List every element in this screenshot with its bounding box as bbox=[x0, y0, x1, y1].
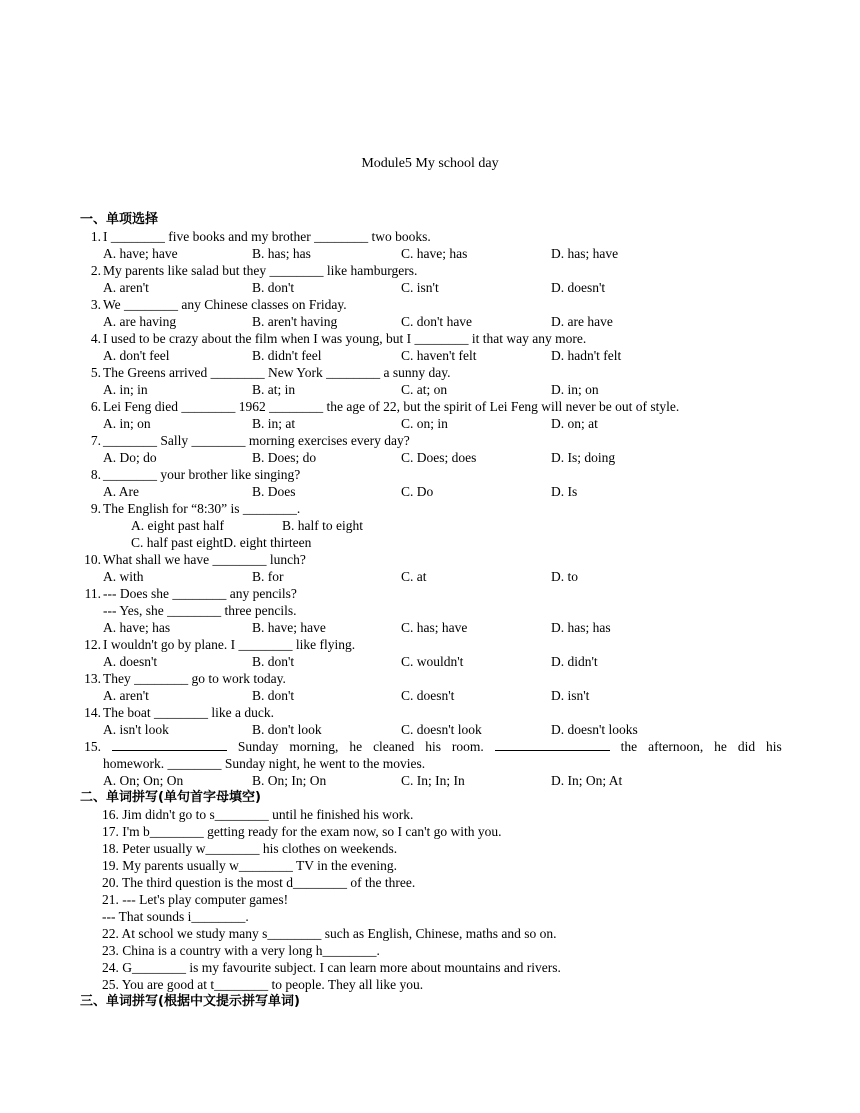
options-row bbox=[80, 245, 782, 262]
option-c: C. have; has bbox=[401, 246, 468, 261]
question-stem bbox=[80, 432, 782, 449]
question-text: ________ Sally ________ morning exercises every day? bbox=[103, 433, 410, 448]
option-c: C. In; In; In bbox=[401, 773, 465, 788]
option-d: D. to bbox=[551, 569, 578, 584]
question-15-options bbox=[80, 772, 782, 789]
question-stem bbox=[80, 262, 782, 279]
multiple-choice-list-b bbox=[80, 551, 782, 738]
option-b: B. didn't feel bbox=[252, 348, 322, 363]
option-c: C. at bbox=[401, 569, 427, 584]
worksheet-content bbox=[80, 211, 782, 1010]
fill-in-item: --- That sounds i________. bbox=[102, 909, 249, 924]
question-stem bbox=[80, 398, 782, 415]
fill-in-item: 22. At school we study many s________ such as English, Chinese, maths and so on. bbox=[102, 926, 557, 941]
question-15-line2: homework. ________ Sunday night, he went to the movies. bbox=[103, 756, 426, 771]
question-text: Lei Feng died ________ 1962 ________ the age of 22, but the spirit of Lei Feng will never be out of style. bbox=[103, 399, 680, 414]
fill-in-item: 20. The third question is the most d________ of the three. bbox=[102, 875, 416, 890]
option-a: A. Are bbox=[103, 484, 139, 499]
option-d: D. isn't bbox=[551, 688, 590, 703]
option-b: B. Does; do bbox=[252, 450, 317, 465]
option-b: B. in; at bbox=[252, 416, 296, 431]
options-row bbox=[80, 449, 782, 466]
option-a: A. aren't bbox=[103, 280, 149, 295]
option-c: C. at; on bbox=[401, 382, 448, 397]
fill-in-item: 16. Jim didn't go to s________ until he finished his work. bbox=[102, 807, 414, 822]
options-row bbox=[80, 415, 782, 432]
question-number: 6. bbox=[90, 399, 101, 414]
word: he bbox=[349, 739, 363, 754]
option-a: A. with bbox=[103, 569, 144, 584]
section-heading-multiple-choice: 一、单项选择 bbox=[80, 212, 159, 227]
option-c: C. Do bbox=[401, 484, 434, 499]
word: his bbox=[766, 739, 782, 754]
options-row bbox=[80, 653, 782, 670]
options-row bbox=[80, 687, 782, 704]
word: the bbox=[620, 739, 638, 754]
question-text: I ________ five books and my brother ________ two books. bbox=[103, 229, 431, 244]
fill-in-item: 25. You are good at t________ to people. They all like you. bbox=[102, 977, 424, 992]
question-number: 7. bbox=[90, 433, 101, 448]
blank bbox=[112, 738, 227, 751]
question-text: They ________ go to work today. bbox=[103, 671, 286, 686]
page-title: Module5 My school day bbox=[361, 156, 499, 171]
word: Sunday bbox=[237, 739, 279, 754]
question-number: 8. bbox=[90, 467, 101, 482]
question-number: 12. bbox=[84, 637, 101, 652]
question-number: 15. bbox=[84, 739, 101, 754]
word: afternoon, bbox=[648, 739, 704, 754]
question-9-options-row1 bbox=[80, 517, 782, 534]
question-number: 11. bbox=[84, 586, 101, 601]
question-text: ________ your brother like singing? bbox=[103, 467, 301, 482]
fill-in-list bbox=[80, 806, 782, 993]
option-a: A. have; has bbox=[103, 620, 171, 635]
question-number: 10. bbox=[84, 552, 101, 567]
option-d: D. are have bbox=[551, 314, 613, 329]
option-d: D. on; at bbox=[551, 416, 598, 431]
question-text: We ________ any Chinese classes on Friday. bbox=[103, 297, 347, 312]
option-d: D. has; has bbox=[551, 620, 611, 635]
question-text: The boat ________ like a duck. bbox=[103, 705, 274, 720]
fill-in-item: 17. I'm b________ getting ready for the exam now, so I can't go with you. bbox=[102, 824, 502, 839]
option-d: D. hadn't felt bbox=[551, 348, 622, 363]
options-row bbox=[80, 568, 782, 585]
option-a: A. have; have bbox=[103, 246, 178, 261]
option-d: D. Is bbox=[551, 484, 578, 499]
question-stem bbox=[80, 364, 782, 381]
question-text: I used to be crazy about the film when I was young, but I ________ it that way any more. bbox=[103, 331, 587, 346]
option-a: A. in; on bbox=[103, 416, 151, 431]
option-d: D. didn't bbox=[551, 654, 598, 669]
option-d: D. Is; doing bbox=[551, 450, 616, 465]
option-b: B. at; in bbox=[252, 382, 296, 397]
question-text: The Greens arrived ________ New York ________ a sunny day. bbox=[103, 365, 451, 380]
option-c: C. haven't felt bbox=[401, 348, 477, 363]
option-d: D. doesn't bbox=[551, 280, 606, 295]
question-9-options-row2 bbox=[80, 534, 782, 551]
option-c: C. doesn't look bbox=[401, 722, 482, 737]
section-heading-spelling-initial-letter: 二、单词拼写(单句首字母填空) bbox=[80, 790, 261, 805]
fill-in-item: 23. China is a country with a very long h________. bbox=[102, 943, 380, 958]
question-number: 14. bbox=[84, 705, 101, 720]
question-number: 2. bbox=[90, 263, 101, 278]
question-stem bbox=[80, 228, 782, 245]
option-c: C. has; have bbox=[401, 620, 468, 635]
question-number: 9. bbox=[90, 501, 101, 516]
options-row bbox=[80, 381, 782, 398]
option-b: B. On; In; On bbox=[252, 773, 327, 788]
question-text-continued: --- Yes, she ________ three pencils. bbox=[103, 603, 297, 618]
fill-in-item: 21. --- Let's play computer games! bbox=[102, 892, 289, 907]
options-row bbox=[80, 619, 782, 636]
option-c: C. Does; does bbox=[401, 450, 477, 465]
option-b: B. for bbox=[252, 569, 284, 584]
question-text: What shall we have ________ lunch? bbox=[103, 552, 306, 567]
options-row bbox=[80, 279, 782, 296]
option-b: B. Does bbox=[252, 484, 296, 499]
option-d: D. in; on bbox=[551, 382, 599, 397]
word: his bbox=[425, 739, 441, 754]
option-b: B. don't bbox=[252, 688, 295, 703]
question-number: 1. bbox=[90, 229, 101, 244]
option-a: A. don't feel bbox=[103, 348, 170, 363]
word: did bbox=[737, 739, 756, 754]
blank bbox=[495, 738, 610, 751]
option-b: B. aren't having bbox=[252, 314, 338, 329]
option-c-d: C. half past eightD. eight thirteen bbox=[131, 535, 312, 550]
question-stem bbox=[80, 296, 782, 313]
option-b: B. half to eight bbox=[282, 518, 363, 533]
options-row bbox=[80, 347, 782, 364]
section-heading-spelling-chinese-hint: 三、单词拼写(根据中文提示拼写单词) bbox=[80, 994, 300, 1009]
question-stem bbox=[80, 466, 782, 483]
question-text: The English for “8:30” is ________. bbox=[103, 501, 301, 516]
option-a: A. aren't bbox=[103, 688, 149, 703]
option-c: C. on; in bbox=[401, 416, 448, 431]
question-15-line1 bbox=[80, 738, 782, 755]
question-stem bbox=[80, 636, 782, 653]
options-row bbox=[80, 483, 782, 500]
option-a: A. doesn't bbox=[103, 654, 158, 669]
option-a: A. are having bbox=[103, 314, 177, 329]
options-row bbox=[80, 313, 782, 330]
fill-in-item: 18. Peter usually w________ his clothes on weekends. bbox=[102, 841, 398, 856]
option-b: B. have; have bbox=[252, 620, 326, 635]
question-stem bbox=[80, 670, 782, 687]
option-b: B. don't look bbox=[252, 722, 322, 737]
option-a: A. On; On; On bbox=[103, 773, 184, 788]
options-row bbox=[80, 721, 782, 738]
option-b: B. has; has bbox=[252, 246, 311, 261]
option-a: A. isn't look bbox=[103, 722, 169, 737]
question-number: 3. bbox=[90, 297, 101, 312]
question-number: 13. bbox=[84, 671, 101, 686]
option-c: C. isn't bbox=[401, 280, 439, 295]
question-stem bbox=[80, 704, 782, 721]
fill-in-item: 19. My parents usually w________ TV in the evening. bbox=[102, 858, 397, 873]
option-d: D. In; On; At bbox=[551, 773, 623, 788]
multiple-choice-list-a bbox=[80, 228, 782, 500]
question-text: I wouldn't go by plane. I ________ like flying. bbox=[103, 637, 356, 652]
option-c: C. wouldn't bbox=[401, 654, 464, 669]
question-stem bbox=[80, 330, 782, 347]
question-stem bbox=[80, 585, 782, 602]
option-d: D. has; have bbox=[551, 246, 619, 261]
option-a: A. in; in bbox=[103, 382, 148, 397]
option-c: C. don't have bbox=[401, 314, 473, 329]
option-b: B. don't bbox=[252, 654, 295, 669]
option-d: D. doesn't looks bbox=[551, 722, 638, 737]
question-9 bbox=[80, 500, 782, 517]
word: he bbox=[714, 739, 727, 754]
question-number: 5. bbox=[90, 365, 101, 380]
option-a: A. Do; do bbox=[103, 450, 157, 465]
word: room. bbox=[451, 739, 484, 754]
option-b: B. don't bbox=[252, 280, 295, 295]
fill-in-item: 24. G________ is my favourite subject. I can learn more about mountains and rivers. bbox=[102, 960, 561, 975]
question-number: 4. bbox=[90, 331, 101, 346]
question-stem bbox=[80, 551, 782, 568]
word: cleaned bbox=[373, 739, 415, 754]
option-c: C. doesn't bbox=[401, 688, 455, 703]
word: morning, bbox=[289, 739, 339, 754]
option-a: A. eight past half bbox=[131, 518, 224, 533]
question-text: --- Does she ________ any pencils? bbox=[103, 586, 297, 601]
question-text: My parents like salad but they ________ like hamburgers. bbox=[103, 263, 418, 278]
